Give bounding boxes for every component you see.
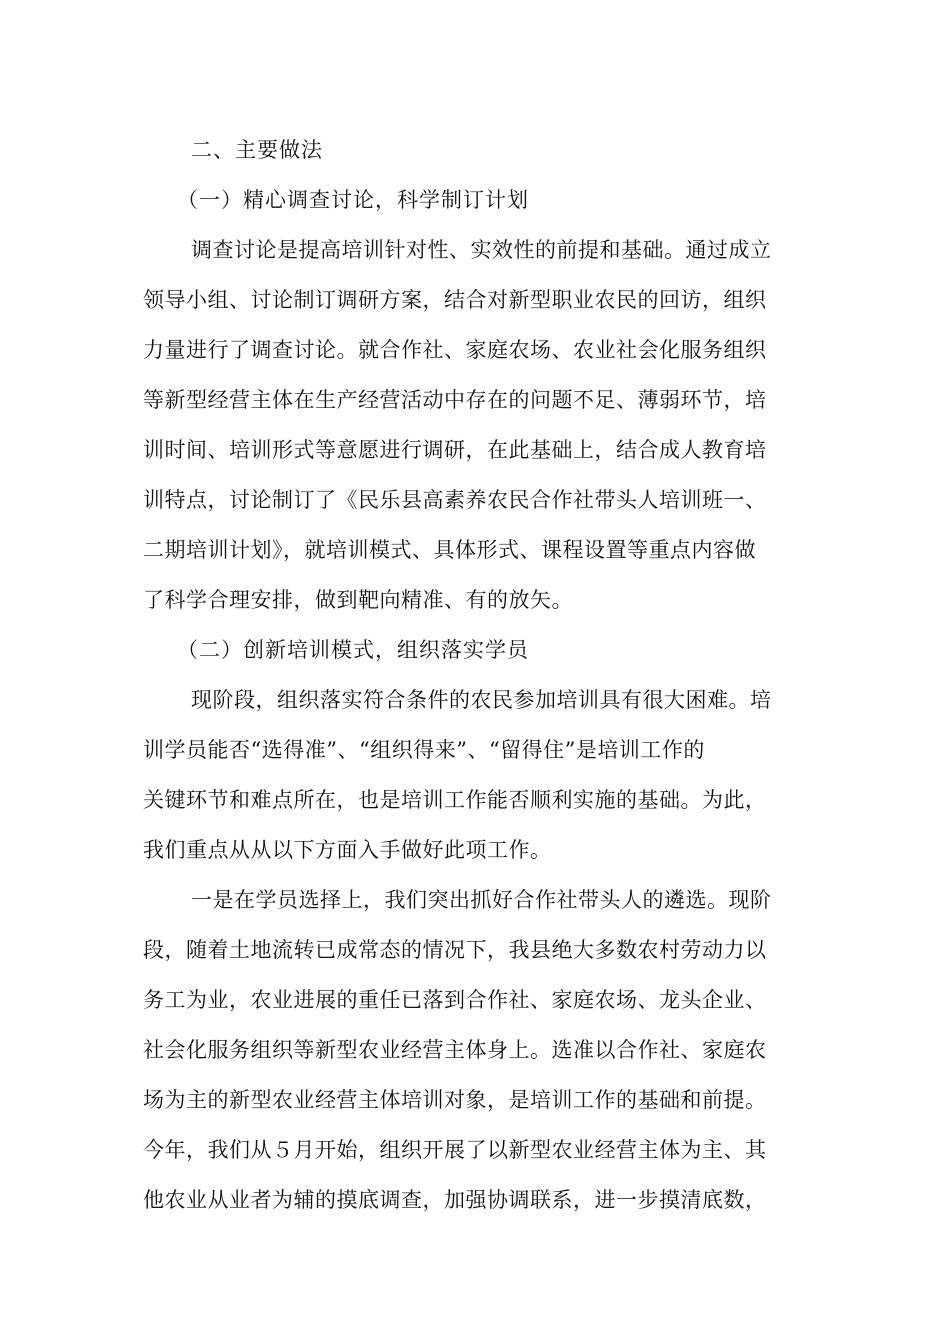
paragraph-line: 现阶段，组织落实符合条件的农民参加培训具有很大困难。培 — [191, 688, 772, 712]
paragraph-line: 二期培训计划》，就培训模式、具体形式、课程设置等重点内容做 — [143, 538, 756, 562]
paragraph-line: 训学员能否“选得准”、“组织得来”、“留得住”是培训工作的 — [143, 738, 705, 762]
paragraph-1 — [143, 225, 805, 625]
paragraph-line: 一是在学员选择上，我们突出抓好合作社带头人的遴选。现阶 — [191, 888, 772, 912]
paragraph-line: 社会化服务组织等新型农业经营主体身上。选准以合作社、家庭农 — [143, 1038, 767, 1062]
paragraph-line: 我们重点从从以下方面入手做好此项工作。 — [143, 838, 552, 862]
subheading-1: （一）精心调查讨论，科学制订计划 — [177, 188, 529, 212]
paragraph-3 — [143, 875, 805, 1225]
paragraph-line: 他农业从业者为辅的摸底调查，加强协调联系，进一步摸清底数， — [143, 1188, 767, 1212]
paragraph-line: 段，随着土地流转已成常态的情况下，我县绝大多数农村劳动力以 — [143, 938, 767, 962]
paragraph-line: 等新型经营主体在生产经营活动中存在的问题不足、薄弱环节，培 — [143, 388, 767, 412]
paragraph-line: 领导小组、讨论制订调研方案，结合对新型职业农民的回访，组织 — [143, 288, 767, 312]
paragraph-line: 训时间、培训形式等意愿进行调研，在此基础上，结合成人教育培 — [143, 438, 767, 462]
paragraph-line: 力量进行了调查讨论。就合作社、家庭农场、农业社会化服务组织 — [143, 338, 767, 362]
paragraph-line: 今年，我们从５月开始，组织开展了以新型农业经营主体为主、其 — [143, 1138, 767, 1162]
section-heading: 二、主要做法 — [191, 138, 323, 162]
paragraph-line: 训特点，讨论制订了《民乐县高素养农民合作社带头人培训班一、 — [143, 488, 767, 512]
paragraph-line: 务工为业，农业进展的重任已落到合作社、家庭农场、龙头企业、 — [143, 988, 767, 1012]
paragraph-line: 关键环节和难点所在，也是培训工作能否顺利实施的基础。为此， — [143, 788, 767, 812]
paragraph-line: 场为主的新型农业经营主体培训对象，是培训工作的基础和前提。 — [143, 1088, 767, 1112]
paragraph-line: 了科学合理安排，做到靶向精准、有的放矢。 — [143, 588, 573, 612]
document-body — [143, 125, 805, 1225]
paragraph-2 — [143, 675, 805, 875]
paragraph-line: 调查讨论是提高培训针对性、实效性的前提和基础。通过成立 — [191, 238, 772, 262]
subheading-2: （二）创新培训模式，组织落实学员 — [177, 638, 529, 662]
